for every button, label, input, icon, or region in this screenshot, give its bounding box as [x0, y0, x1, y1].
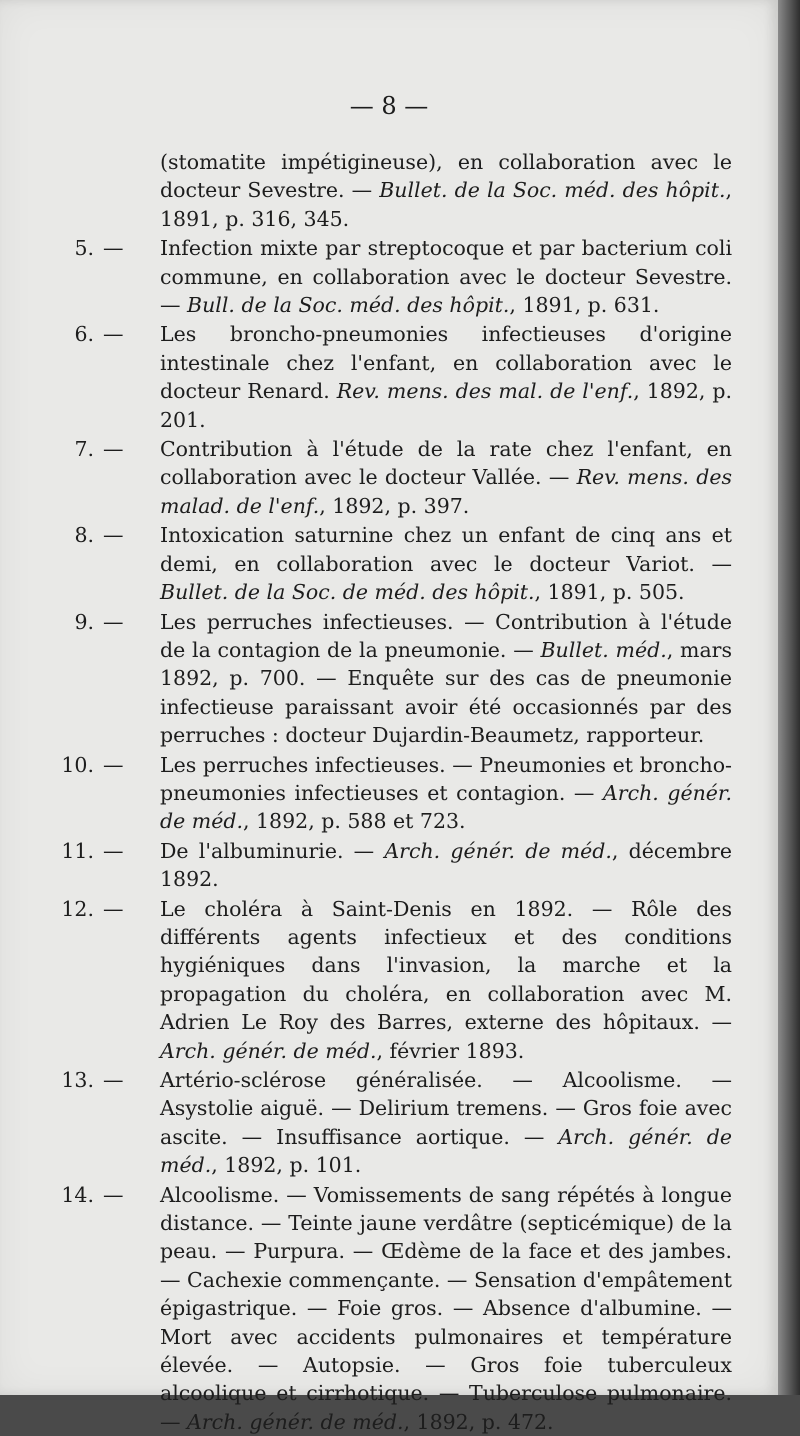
entry-6 [20, 320, 732, 434]
entry-citation: Arch. génér. de méd. [160, 1038, 377, 1063]
entry-5 [20, 234, 732, 319]
entry-citation: Bullet. de la Soc. de méd. des hôpit. [160, 580, 535, 605]
entry-text: Les broncho-pneumonies infectieuses d'origine intestinale chez l'enfant, en collaboration avec le docteur Renard. Rev. mens. des mal. de l'enf., 1892, p. 201. [160, 322, 732, 432]
entry-number: 9. [74, 609, 94, 634]
entry-text: Les perruches infectieuses. — Pneumonies et broncho-pneumonies infectieuses et contagion. — Arch. génér. de méd., 1892, p. 588 et 723. [160, 752, 732, 834]
entry-continuation [20, 148, 732, 233]
page-number: — 8 — [349, 92, 429, 120]
entry-dash: — [103, 609, 124, 634]
page-edge-shadow [778, 0, 800, 1395]
entry-dash: — [103, 437, 124, 462]
entry-text: De l'albuminurie. — Arch. génér. de méd., décembre 1892. [160, 838, 732, 892]
entry-7 [20, 435, 732, 520]
entry-number: 11. [61, 838, 94, 863]
entry-dash: — [103, 1182, 124, 1207]
entry-number: 10. [61, 752, 94, 777]
entry-number: 12. [61, 896, 94, 921]
bibliography-list [20, 148, 732, 1436]
entry-citation: Arch. génér. de méd. [160, 780, 732, 834]
entry-11 [20, 837, 732, 894]
entry-number: 6. [74, 322, 94, 347]
entry-citation: Arch. génér. de méd. [187, 1409, 404, 1434]
entry-number: 8. [74, 523, 94, 548]
entry-citation: Bullet. de la Soc. méd. des hôpit. [379, 178, 726, 203]
entry-number: 7. [74, 437, 94, 462]
entry-dash: — [103, 752, 124, 777]
entry-number: 13. [61, 1068, 94, 1092]
entry-citation: Rev. mens. des mal. de l'enf. [336, 379, 634, 404]
entry-dash: — [103, 896, 124, 921]
entry-text: Artério-sclérose généralisée. — Alcoolisme. — Asystolie aiguë. — Delirium tremens. — Gros foie avec ascite. — Insuffisance aortique. — Arch. génér. de méd., 1892, p. 101. [160, 1068, 732, 1178]
entry-citation: Bullet. méd. [540, 637, 667, 662]
entry-text: (stomatite impétigineuse), en collaboration avec le docteur Sevestre. — Bullet. de la Soc. méd. des hôpit., 1891, p. 316, 345. [160, 150, 732, 231]
entry-dash: — [103, 838, 124, 863]
entry-citation: Rev. mens. des malad. de l'enf. [160, 465, 732, 518]
entry-text: Contribution à l'étude de la rate chez l'enfant, en collaboration avec le docteur Vallée. — Rev. mens. des malad. de l'enf., 1892, p. 397. [160, 437, 732, 518]
entry-12 [20, 895, 732, 1065]
entry-citation: Bull. de la Soc. méd. des hôpit. [187, 293, 510, 318]
entry-8 [20, 521, 732, 606]
entry-text: Le choléra à Saint-Denis en 1892. — Rôle des différents agents infectieux et des conditions hygiéniques dans l'invasion, la marche et la propagation du choléra, en collaboration avec M. Adrien Le Roy des Barres, externe des hôpitaux. — Arch. génér. de méd., février 1893. [160, 896, 732, 1063]
entry-text: Intoxication saturnine chez un enfant de cinq ans et demi, en collaboration avec le docteur Variot. — Bullet. de la Soc. de méd. des hôpit., 1891, p. 505. [160, 523, 732, 605]
entry-dash: — [103, 1068, 124, 1092]
entry-citation: Arch. génér. de méd. [160, 1124, 732, 1178]
entry-dash: — [103, 322, 124, 347]
entry-citation: Arch. génér. de méd. [384, 838, 612, 863]
entry-9 [20, 608, 732, 750]
entry-14 [20, 1181, 732, 1436]
entry-10 [20, 751, 732, 836]
entry-number: 14. [61, 1182, 94, 1207]
entry-dash: — [103, 236, 124, 261]
entry-number: 5. [74, 236, 94, 261]
entry-13 [20, 1066, 732, 1180]
entry-text: Les perruches infectieuses. — Contribution à l'étude de la contagion de la pneumonie. — Bullet. méd., mars 1892, p. 700. — Enquête sur des cas de pneumonie infectieuse paraissant avoir été occasionnés par des perruches : docteur Dujardin-Beaumetz, rapporteur. [160, 609, 732, 748]
entry-text: Alcoolisme. — Vomissements de sang répétés à longue distance. — Teinte jaune verdâtre (septicémique) de la peau. — Purpura. — Œdème de la face et des jambes. — Cachexie commençante. — Sensation d'empâtement épigastrique. — Foie gros. — Absence d'albumine. — Mort avec accidents pulmonaires et température élevée. — Autopsie. — Gros foie tuberculeux alcoolique et cirrhotique. — Tuberculose pulmonaire. — Arch. génér. de méd., 1892, p. 472. [160, 1182, 732, 1434]
entry-text: Infection mixte par streptocoque et par bacterium coli commune, en collaboration avec le docteur Sevestre. — Bull. de la Soc. méd. des hôpit., 1891, p. 631. [160, 236, 732, 318]
entry-dash: — [103, 523, 124, 548]
